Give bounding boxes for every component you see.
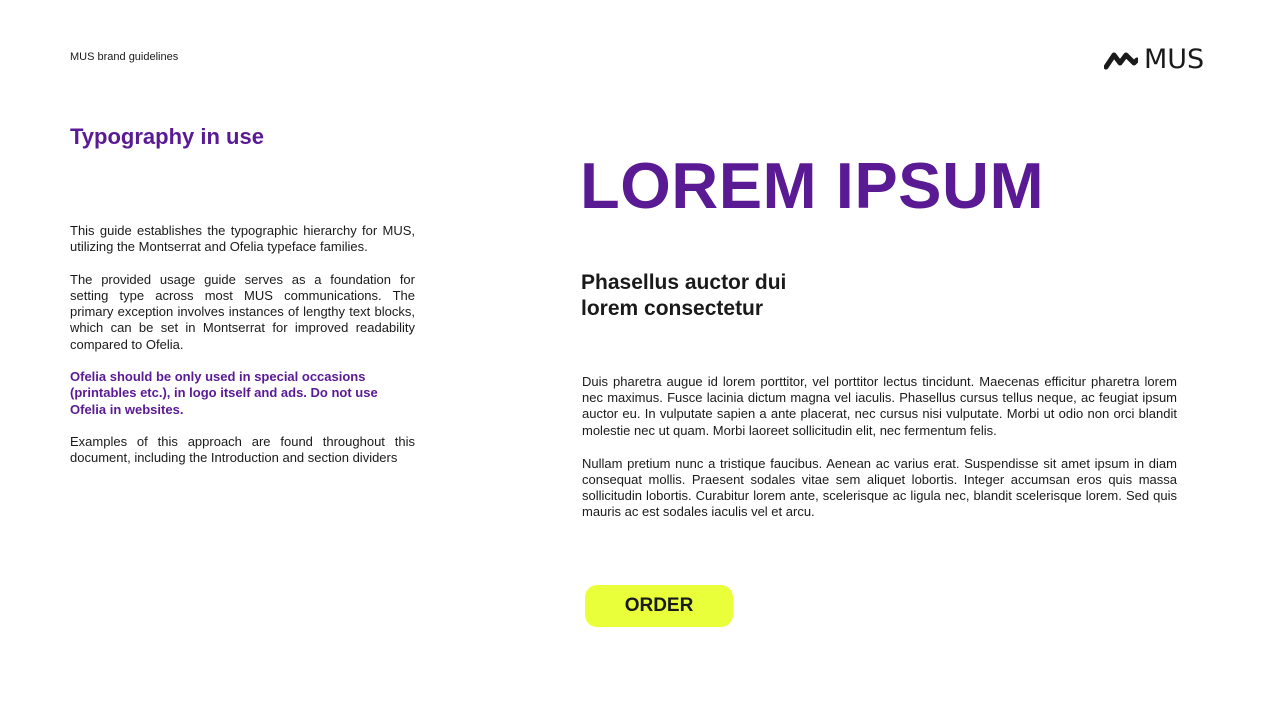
subheading-line: lorem consectetur bbox=[581, 297, 764, 320]
ofelia-usage-note: Ofelia should be only used in special occasions (printables etc.), in logo itself and ads. Do not use Ofelia in websites. bbox=[70, 369, 378, 417]
logo-wordmark: MUS bbox=[1144, 44, 1205, 75]
mus-logo-icon bbox=[1104, 50, 1138, 70]
order-button[interactable]: ORDER bbox=[585, 585, 733, 627]
body-paragraph: Duis pharetra augue id lorem porttitor, vel porttitor lectus tincidunt. Maecenas efficitur pharetra lorem nec maximus. Fusce lacinia dictum magna vel iaculis. Phasellus cursus tellus neque, ac feugiat ipsum auctor eu. In vulputate sapien a ante placerat, nec cursus nisi vulputate. Morbi ut odio non orci blandit molestie nec ut quam. Morbi laoreet sollicitudin elit, nec fermentum felis. bbox=[582, 374, 1177, 438]
brand-logo bbox=[1104, 46, 1204, 73]
hero-heading: LOREM IPSUM bbox=[580, 149, 1045, 222]
guide-description bbox=[70, 223, 415, 483]
description-paragraph: Examples of this approach are found throughout this document, including the Introduction and section dividers bbox=[70, 433, 415, 466]
subheading bbox=[581, 270, 881, 322]
body-copy bbox=[582, 374, 1177, 538]
section-title: Typography in use bbox=[70, 124, 264, 149]
body-paragraph: Nullam pretium nunc a tristique faucibus. Aenean ac varius erat. Suspendisse sit amet ipsum in diam consequat mollis. Praesent sodales vitae sem aliquet lobortis. Integer accumsan eros quis massa sollicitudin lobortis. Curabitur lorem ante, scelerisque ac ligula nec, blandit scelerisque lorem. Sed quis mauris ac est sodales iaculis vel et arcu. bbox=[582, 455, 1177, 520]
description-paragraph: The provided usage guide serves as a foundation for setting type across most MUS communications. The primary exception involves instances of lengthy text blocks, which can be set in Montserrat for improved readability compared to Ofelia. bbox=[70, 271, 415, 352]
description-paragraph: This guide establishes the typographic hierarchy for MUS, utilizing the Montserrat and Ofelia typeface families. bbox=[70, 223, 415, 255]
subheading-line: Phasellus auctor dui bbox=[581, 271, 787, 294]
header-label: MUS brand guidelines bbox=[70, 51, 179, 63]
